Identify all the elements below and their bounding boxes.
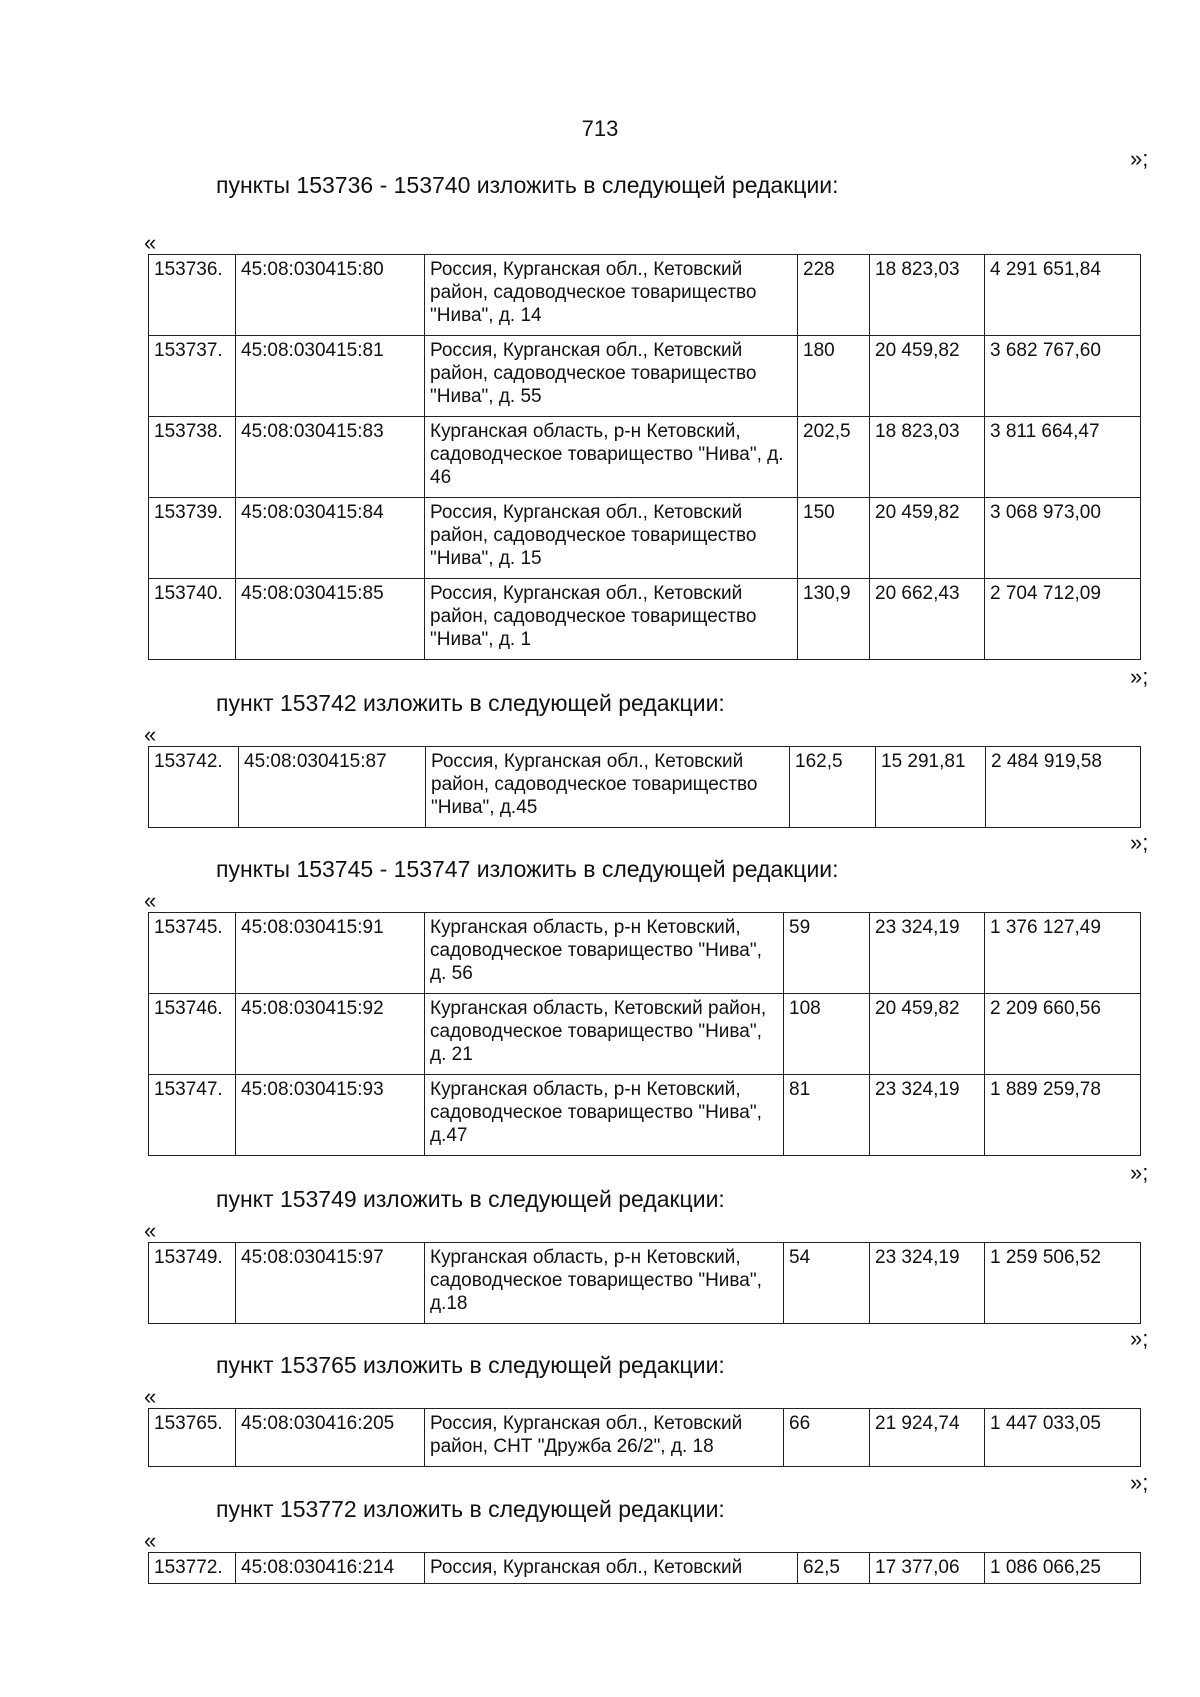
address: Россия, Курганская обл., Кетовский район, садоводческое товарищество "Нива", д.45 <box>426 747 790 828</box>
opening-quote: « <box>144 1528 157 1553</box>
cadastral-number: 45:08:030416:205 <box>236 1409 425 1467</box>
cadastral-number: 45:08:030415:84 <box>236 498 425 579</box>
property-table <box>148 1552 1141 1584</box>
page-number: 713 <box>581 116 619 141</box>
cadastral-number: 45:08:030416:214 <box>236 1553 425 1584</box>
cadastral-value: 1 447 033,05 <box>985 1409 1141 1467</box>
row-number: 153749. <box>149 1243 236 1324</box>
section-heading: пункт 153772 изложить в следующей редакции: <box>216 1496 725 1522</box>
opening-quote: « <box>144 1384 157 1409</box>
address: Курганская область, Кетовский район, садоводческое товарищество "Нива", д. 21 <box>425 994 784 1075</box>
unit-price: 17 377,06 <box>870 1553 985 1584</box>
section-heading: пункт 153749 изложить в следующей редакции: <box>216 1186 725 1212</box>
address: Курганская область, р-н Кетовский, садоводческое товарищество "Нива", д.18 <box>425 1243 784 1324</box>
row-number: 153737. <box>149 336 236 417</box>
unit-price: 21 924,74 <box>870 1409 985 1467</box>
row-number: 153736. <box>149 255 236 336</box>
opening-quote: « <box>144 1218 157 1243</box>
address: Россия, Курганская обл., Кетовский район, садоводческое товарищество "Нива", д. 14 <box>425 255 798 336</box>
unit-price: 20 459,82 <box>870 336 985 417</box>
unit-price: 20 459,82 <box>870 994 985 1075</box>
opening-quote: « <box>144 888 157 913</box>
address: Россия, Курганская обл., Кетовский район, садоводческое товарищество "Нива", д. 55 <box>425 336 798 417</box>
cadastral-value: 1 889 259,78 <box>985 1075 1141 1156</box>
table-row <box>149 1243 1141 1324</box>
opening-quote: « <box>144 230 157 255</box>
area: 54 <box>784 1243 870 1324</box>
table-row <box>149 1553 1141 1584</box>
cadastral-value: 3 682 767,60 <box>985 336 1141 417</box>
table-row <box>149 1409 1141 1467</box>
table-row <box>149 1075 1141 1156</box>
area: 228 <box>798 255 870 336</box>
property-table <box>148 746 1141 828</box>
area: 108 <box>784 994 870 1075</box>
unit-price: 20 459,82 <box>870 498 985 579</box>
area: 62,5 <box>798 1553 870 1584</box>
area: 81 <box>784 1075 870 1156</box>
section-heading: пункты 153745 - 153747 изложить в следующей редакции: <box>216 856 839 882</box>
cadastral-number: 45:08:030415:83 <box>236 417 425 498</box>
cadastral-value: 2 704 712,09 <box>985 579 1141 660</box>
cadastral-number: 45:08:030415:80 <box>236 255 425 336</box>
area: 59 <box>784 913 870 994</box>
address: Курганская область, р-н Кетовский, садоводческое товарищество "Нива", д. 56 <box>425 913 784 994</box>
table-row <box>149 913 1141 994</box>
address: Россия, Курганская обл., Кетовский район, СНТ "Дружба 26/2", д. 18 <box>425 1409 784 1467</box>
row-number: 153738. <box>149 417 236 498</box>
table-row <box>149 417 1141 498</box>
row-number: 153739. <box>149 498 236 579</box>
row-number: 153747. <box>149 1075 236 1156</box>
area: 162,5 <box>790 747 876 828</box>
opening-quote: « <box>144 722 157 747</box>
closing-quote: »; <box>1130 1160 1149 1185</box>
unit-price: 20 662,43 <box>870 579 985 660</box>
unit-price: 23 324,19 <box>870 913 985 994</box>
cadastral-value: 3 811 664,47 <box>985 417 1141 498</box>
table-row <box>149 498 1141 579</box>
cadastral-value: 4 291 651,84 <box>985 255 1141 336</box>
unit-price: 18 823,03 <box>870 417 985 498</box>
cadastral-value: 1 086 066,25 <box>985 1553 1141 1584</box>
cadastral-number: 45:08:030415:85 <box>236 579 425 660</box>
closing-quote: »; <box>1130 664 1149 689</box>
area: 130,9 <box>798 579 870 660</box>
area: 180 <box>798 336 870 417</box>
cadastral-number: 45:08:030415:87 <box>239 747 426 828</box>
table-row <box>149 579 1141 660</box>
row-number: 153765. <box>149 1409 236 1467</box>
property-table <box>148 1242 1141 1324</box>
unit-price: 23 324,19 <box>870 1075 985 1156</box>
row-number: 153740. <box>149 579 236 660</box>
area: 66 <box>784 1409 870 1467</box>
cadastral-number: 45:08:030415:81 <box>236 336 425 417</box>
cadastral-value: 2 209 660,56 <box>985 994 1141 1075</box>
section-heading: пункты 153736 - 153740 изложить в следующей редакции: <box>216 172 839 198</box>
property-table <box>148 912 1141 1156</box>
closing-quote: »; <box>1130 146 1149 171</box>
unit-price: 15 291,81 <box>876 747 986 828</box>
row-number: 153746. <box>149 994 236 1075</box>
closing-quote: »; <box>1130 830 1149 855</box>
unit-price: 23 324,19 <box>870 1243 985 1324</box>
row-number: 153745. <box>149 913 236 994</box>
cadastral-value: 3 068 973,00 <box>985 498 1141 579</box>
property-table <box>148 254 1141 660</box>
property-table <box>148 1408 1141 1467</box>
cadastral-number: 45:08:030415:93 <box>236 1075 425 1156</box>
address: Россия, Курганская обл., Кетовский <box>425 1553 798 1584</box>
row-number: 153772. <box>149 1553 236 1584</box>
section-heading: пункт 153765 изложить в следующей редакции: <box>216 1352 725 1378</box>
table-row <box>149 994 1141 1075</box>
section-heading: пункт 153742 изложить в следующей редакции: <box>216 690 725 716</box>
table-row <box>149 336 1141 417</box>
address: Курганская область, р-н Кетовский, садоводческое товарищество "Нива", д. 46 <box>425 417 798 498</box>
closing-quote: »; <box>1130 1470 1149 1495</box>
area: 150 <box>798 498 870 579</box>
cadastral-number: 45:08:030415:91 <box>236 913 425 994</box>
cadastral-value: 1 259 506,52 <box>985 1243 1141 1324</box>
closing-quote: »; <box>1130 1326 1149 1351</box>
table-row <box>149 255 1141 336</box>
row-number: 153742. <box>149 747 239 828</box>
cadastral-number: 45:08:030415:92 <box>236 994 425 1075</box>
area: 202,5 <box>798 417 870 498</box>
address: Россия, Курганская обл., Кетовский район, садоводческое товарищество "Нива", д. 1 <box>425 579 798 660</box>
cadastral-number: 45:08:030415:97 <box>236 1243 425 1324</box>
unit-price: 18 823,03 <box>870 255 985 336</box>
table-row <box>149 747 1141 828</box>
address: Курганская область, р-н Кетовский, садоводческое товарищество "Нива", д.47 <box>425 1075 784 1156</box>
address: Россия, Курганская обл., Кетовский район, садоводческое товарищество "Нива", д. 15 <box>425 498 798 579</box>
cadastral-value: 2 484 919,58 <box>986 747 1141 828</box>
cadastral-value: 1 376 127,49 <box>985 913 1141 994</box>
